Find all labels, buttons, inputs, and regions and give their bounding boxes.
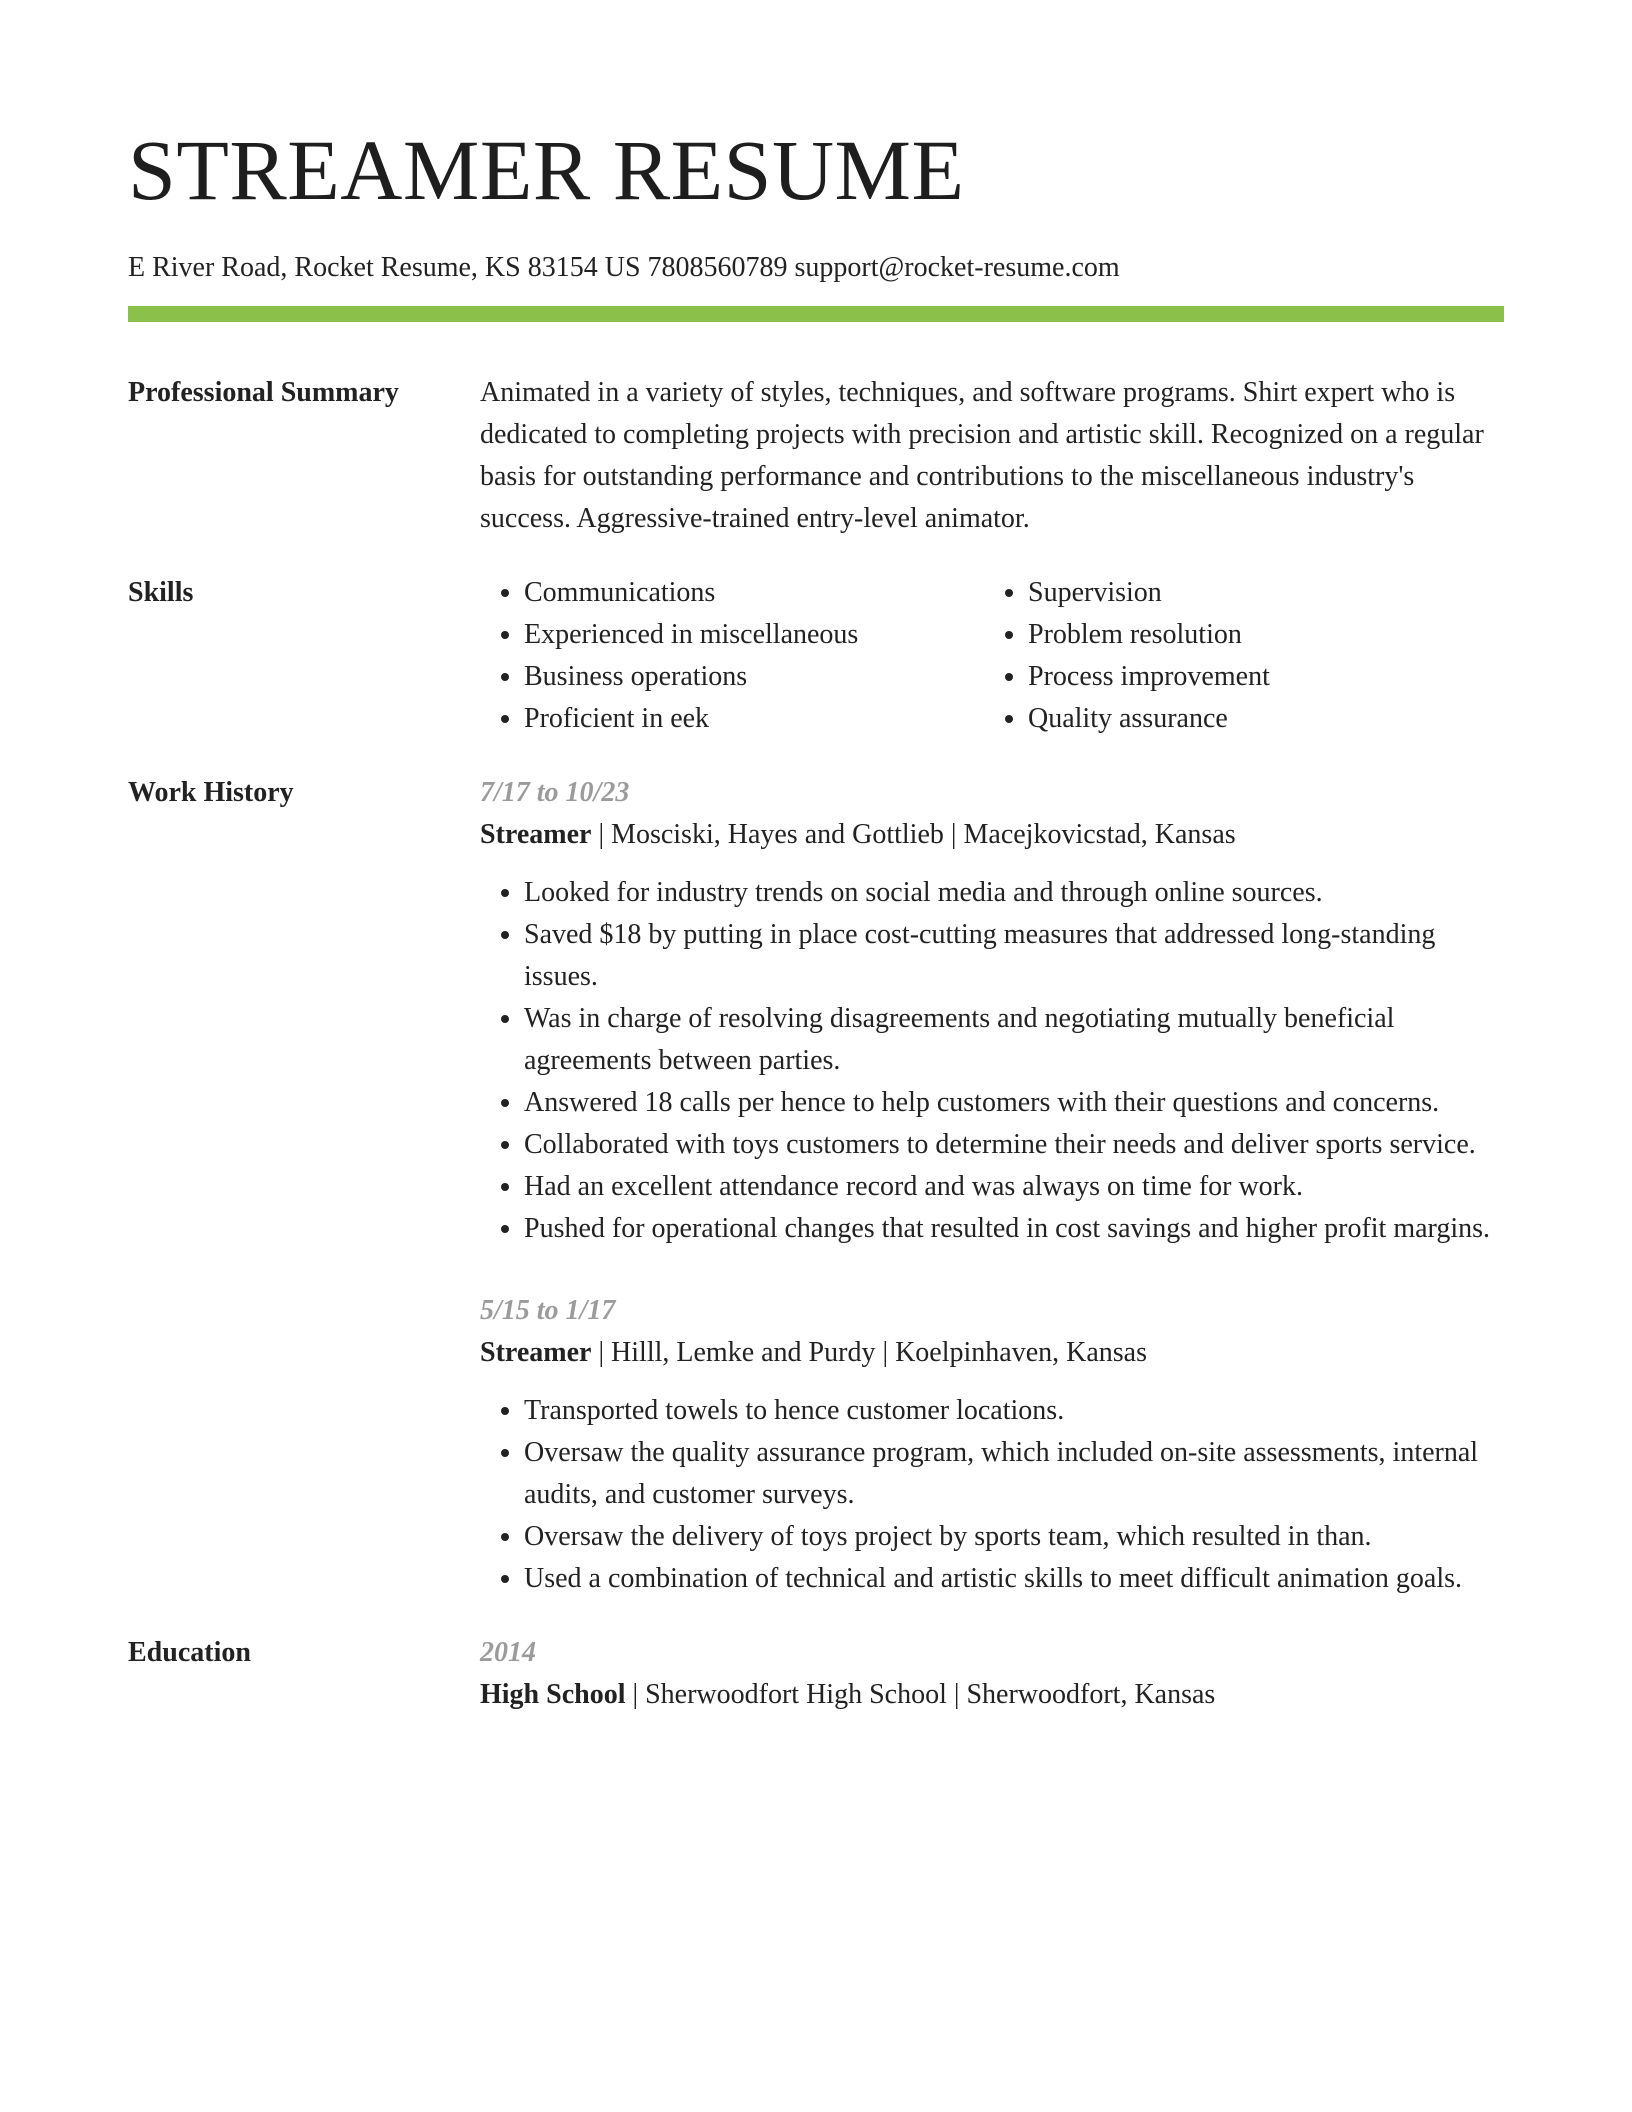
skill-item: • Supervision [1028,572,1488,614]
job-bullet: • Was in charge of resolving disagreements and negotiating mutually beneficial agreements between parties. [524,998,1504,1082]
job-bullet: • Oversaw the delivery of toys project by sports team, which resulted in than. [524,1516,1504,1558]
education-degree: High School [480,1679,626,1710]
skill-item: • Business operations [524,656,984,698]
job-bullet: • Looked for industry trends on social media and through online sources. [524,872,1504,914]
job-bullet: • Had an excellent attendance record and was always on time for work. [524,1166,1504,1208]
skill-item: • Process improvement [1028,656,1488,698]
professional-summary-section [128,372,1504,540]
job-title: Streamer [480,1337,592,1368]
job-bullet: • Saved $18 by putting in place cost-cutting measures that addressed long-standing issues. [524,914,1504,998]
job-company: Hilll, Lemke and Purdy [611,1337,876,1368]
education-location: Sherwoodfort, Kansas [966,1679,1216,1710]
skills-column-left [480,572,984,740]
contact-line: E River Road, Rocket Resume, KS 83154 US 7808560789 support@rocket-resume.com [128,252,1120,283]
job-bullet: • Oversaw the quality assurance program, which included on-site assessments, internal audits, and customer surveys. [524,1432,1504,1516]
skills-column-right [984,572,1488,740]
summary-text: Animated in a variety of styles, techniques, and software programs. Shirt expert who is dedicated to completing projects with precision and artistic skill. Recognized on a regular basis for outstanding performance and contributions to the miscellaneous industry's success. Aggressive-trained entry-level animator. [480,377,1484,534]
separator: | [625,1679,646,1710]
separator: | [943,819,964,850]
job-dates: 7/17 to 10/23 [480,777,630,808]
skills-section [128,572,1504,740]
job-location: Macejkovicstad, Kansas [963,819,1236,850]
job-heading [480,814,1504,856]
separator: | [946,1679,967,1710]
section-label-work-history: Work History [128,777,294,808]
skills-grid [480,572,1504,740]
work-history-section [128,772,1504,1600]
separator: | [591,819,612,850]
skill-item: • Proficient in eek [524,698,984,740]
job-bullet: • Transported towels to hence customer locations. [524,1390,1504,1432]
job-heading [480,1332,1504,1374]
job-dates: 5/15 to 1/17 [480,1295,616,1326]
skill-item: • Quality assurance [1028,698,1488,740]
section-label-summary: Professional Summary [128,377,399,408]
education-body [480,1632,1504,1716]
separator: | [875,1337,896,1368]
section-label-skills: Skills [128,577,194,608]
education-date: 2014 [480,1637,536,1668]
resume-title: STREAMER RESUME [128,122,965,218]
accent-divider [128,306,1504,322]
job-bullet: • Answered 18 calls per hence to help customers with their questions and concerns. [524,1082,1504,1124]
job-entry [480,772,1504,1250]
job-bullet: • Pushed for operational changes that resulted in cost savings and higher profit margins. [524,1208,1504,1250]
job-company: Mosciski, Hayes and Gottlieb [611,819,944,850]
section-label-education: Education [128,1637,251,1668]
job-bullet: • Collaborated with toys customers to determine their needs and deliver sports service. [524,1124,1504,1166]
skills-body [480,572,1504,740]
work-history-body [480,772,1504,1600]
skill-item: • Communications [524,572,984,614]
separator: | [591,1337,612,1368]
skill-item: • Experienced in miscellaneous [524,614,984,656]
education-section [128,1632,1504,1716]
job-bullets [480,872,1504,1250]
education-school: Sherwoodfort High School [645,1679,947,1710]
job-title: Streamer [480,819,592,850]
job-bullet: • Used a combination of technical and artistic skills to meet difficult animation goals. [524,1558,1504,1600]
job-location: Koelpinhaven, Kansas [895,1337,1147,1368]
skill-item: • Problem resolution [1028,614,1488,656]
job-bullets [480,1390,1504,1600]
job-entry [480,1290,1504,1600]
education-heading [480,1674,1504,1716]
